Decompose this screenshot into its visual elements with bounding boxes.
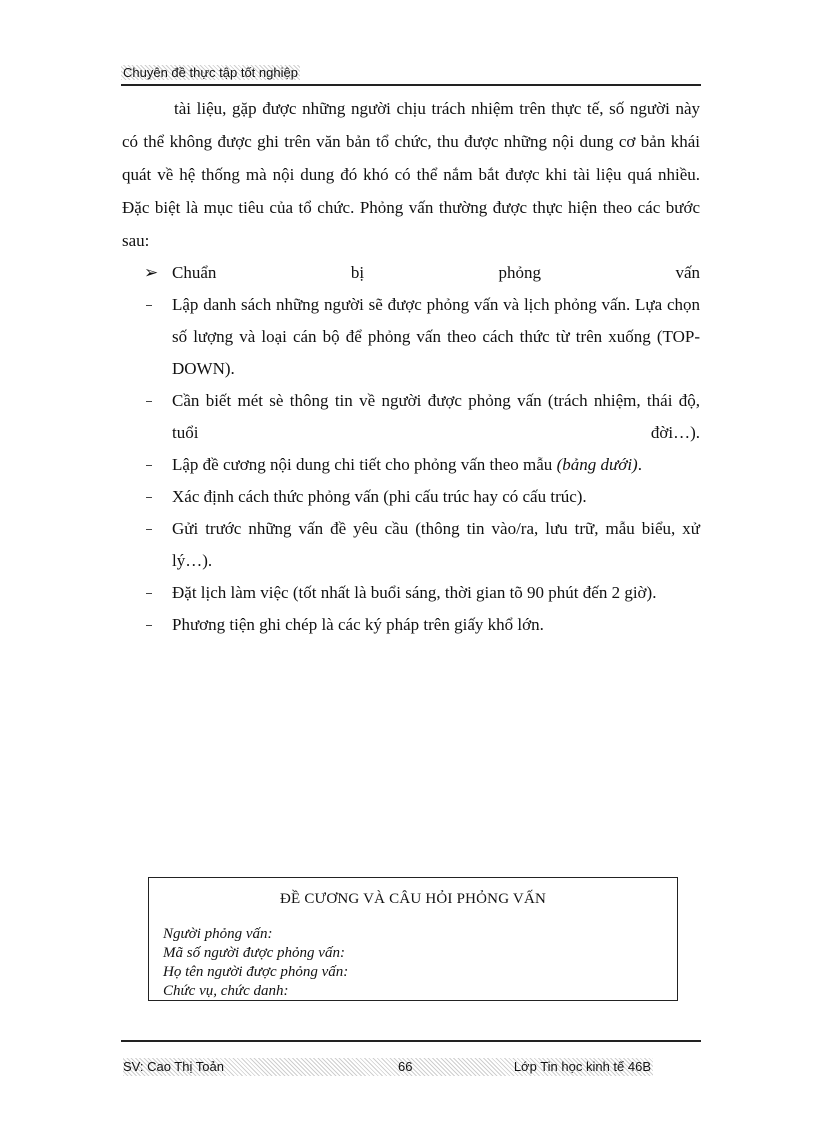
list-item-text: Cần biết mét sè thông tin về người được phỏng vấn (trách nhiệm, thái độ, tuổi đời…). [172, 391, 700, 442]
section-title: Chuẩn bị phỏng vấn [172, 263, 700, 282]
list-item-text: Xác định cách thức phỏng vấn (phi cấu trúc hay có cấu trúc). [172, 487, 587, 506]
footer-divider [121, 1040, 701, 1042]
footer-page-number: 66 [398, 1059, 413, 1074]
list-item-end: . [637, 455, 642, 474]
list-item-italic-ref: (bảng dưới) [556, 455, 638, 474]
list-item [122, 481, 700, 513]
list-item [122, 289, 700, 385]
interview-outline-box [148, 877, 678, 1001]
footer-author: SV: Cao Thị Toản [123, 1059, 224, 1074]
list-item [122, 385, 700, 449]
list-item-text: Đặt lịch làm việc (tốt nhất là buổi sáng, thời gian tõ 90 phút đến 2 giờ). [172, 583, 657, 602]
dash-bullet-icon [146, 529, 152, 530]
interviewee-id-field: Mã số người được phỏng vấn: [163, 945, 345, 961]
document-body [122, 92, 700, 641]
list-item-text: Gửi trước những vấn đề yêu cầu (thông tin vào/ra, lưu trữ, mẫu biểu, xử lý…). [172, 519, 700, 570]
interviewee-name-field: Họ tên người được phỏng vấn: [163, 964, 349, 980]
page-header [121, 64, 701, 86]
list-item-text: Lập danh sách những người sẽ được phỏng vấn và lịch phỏng vấn. Lựa chọn số lượng và loại cán bộ để phỏng vấn theo cách thức từ trên xuống (TOP-DOWN). [172, 295, 700, 378]
header-title: Chuyên đề thực tập tốt nghiệp [123, 65, 298, 80]
footer-class: Lớp Tin học kinh tế 46B [513, 1059, 651, 1074]
dash-bullet-icon [146, 305, 152, 306]
dash-bullet-icon [146, 593, 152, 594]
section-heading [122, 257, 700, 289]
list-item [122, 609, 700, 641]
dash-bullet-icon [146, 497, 152, 498]
outline-box-title: ĐỀ CƯƠNG VÀ CÂU HỎI PHỎNG VẤN [279, 891, 547, 907]
intro-paragraph: tài liệu, gặp được những người chịu trách nhiệm trên thực tế, số người này có thể không được ghi trên văn bản tổ chức, thu được những nội dung cơ bản khái quát về hệ thống mà nội dung đó khó có thể nắm bắt được khi tài liệu quá nhiều. Đặc biệt là mục tiêu của tổ chức. Phỏng vấn thường được thực hiện theo các bước sau: [122, 99, 700, 250]
list-item-text: Phương tiện ghi chép là các ký pháp trên giấy khổ lớn. [172, 615, 544, 634]
dash-bullet-icon [146, 401, 152, 402]
interviewer-field: Người phỏng vấn: [163, 926, 273, 942]
list-item [122, 577, 700, 609]
position-field: Chức vụ, chức danh: [163, 983, 289, 999]
outline-box-fields [163, 925, 348, 1001]
list-item [122, 449, 700, 481]
list-item [122, 513, 700, 577]
arrow-bullet-icon: ➢ [144, 263, 159, 282]
dash-bullet-icon [146, 625, 152, 626]
dash-bullet-icon [146, 465, 152, 466]
list-item-text: Lập đề cương nội dung chi tiết cho phỏng vấn theo mẫu [172, 455, 557, 474]
page-footer [123, 1058, 653, 1076]
